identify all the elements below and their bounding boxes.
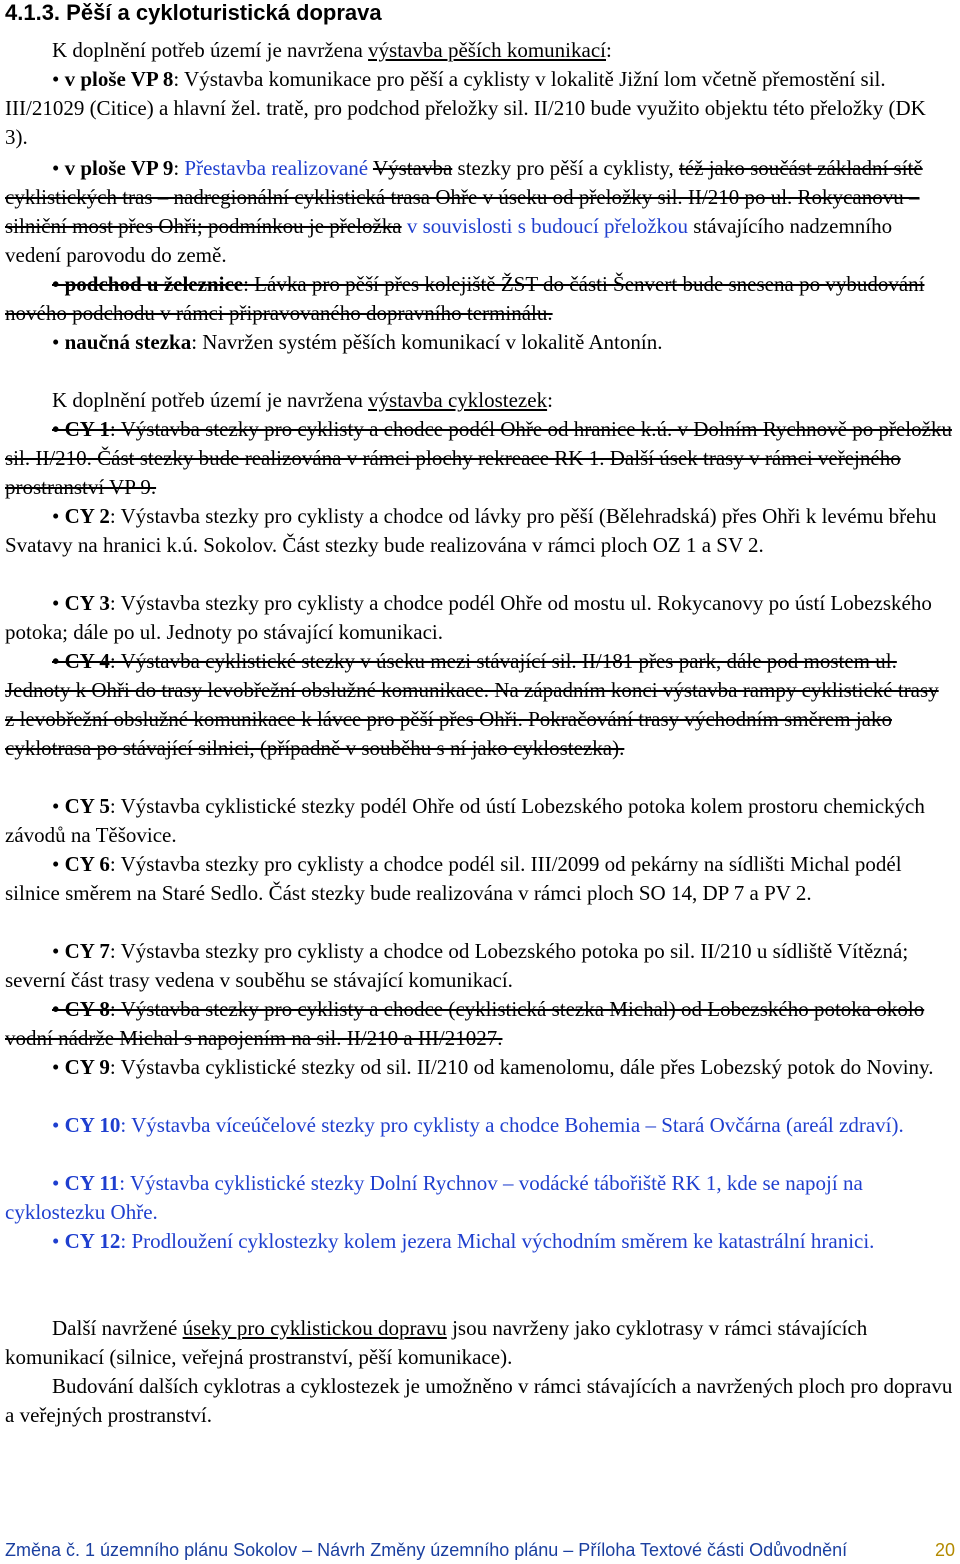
item-cy8: [5, 995, 953, 1053]
page-number: 20: [934, 1540, 955, 1560]
item-label: CY 5: [64, 794, 110, 818]
intro-underlined: výstavba pěších komunikací: [368, 38, 606, 62]
item-cy12: [5, 1227, 953, 1256]
closing-paragraph-2: Budování dalších cyklotras a cyklostezek je umožněno v rámci stávajících a navržených ploch pro dopravu a veřejných prostranství.: [5, 1374, 953, 1427]
section-heading: 4.1.3. Pěší a cykloturistická doprava: [5, 0, 382, 25]
item-label: CY 11: [64, 1171, 120, 1195]
footer-text: Změna č. 1 územního plánu Sokolov – Návrh Změny územního plánu – Příloha Textové části Odůvodnění: [5, 1540, 848, 1560]
item-vp8: [5, 65, 953, 152]
item-label: CY 2: [64, 504, 110, 528]
item-label: v ploše VP 9: [64, 156, 174, 180]
item-label: v ploše VP 8: [64, 67, 174, 91]
item-cy1: [5, 415, 953, 502]
item-text: : Výstavba komunikace pro pěší a cyklisty v lokalitě Jižní lom včetně přemostění sil. III/21029 (Citice) a hlavní žel. tratě, pro podchod přeložky sil. II/210 bude využito objektu této přeložky (DK 3).: [5, 67, 926, 149]
revision-inserted-text: v souvislosti s budoucí přeložkou: [401, 214, 689, 238]
item-text: : Výstavba cyklistické stezky podél Ohře od ústí Lobezského potoka kolem prostoru chemických závodů na Těšovice.: [5, 794, 925, 847]
item-label: CY 3: [64, 591, 110, 615]
item-text: : Navržen systém pěších komunikací v lokalitě Antonín.: [191, 330, 663, 354]
closing-underlined: úseky pro cyklistickou dopravu: [182, 1316, 447, 1340]
item-text: : Výstavba stezky pro cyklisty a chodce podél Ohře od hranice k.ú. v Dolním Rychnově po přeložku sil. II/210. Část stezky bude realizována v rámci plochy rekreace RK 1. Další úsek trasy v rámci veřejného prostranství VP 9.: [5, 417, 952, 499]
bullet: •: [52, 1113, 65, 1137]
item-vp9: [5, 154, 953, 270]
item-podchod: [5, 270, 953, 328]
item-label: CY 12: [64, 1229, 121, 1253]
page-footer: [5, 1538, 955, 1562]
item-label: • podchod u železnice: [52, 272, 244, 296]
bullet: •: [52, 67, 65, 91]
item-text: : Výstavba stezky pro cyklisty a chodce od Lobezského potoka po sil. II/210 u sídliště Vítězná; severní část trasy vedena v souběhu se stávající komunikací.: [5, 939, 909, 992]
item-text: stezky pro pěší a cyklisty,: [452, 156, 679, 180]
intro-colon: :: [547, 388, 553, 412]
item-label: CY 7: [64, 939, 110, 963]
bullet: •: [52, 591, 65, 615]
intro-colon: :: [606, 38, 612, 62]
item-label: • CY 4: [52, 649, 110, 673]
item-cy6: [5, 850, 953, 908]
item-label: naučná stezka: [64, 330, 192, 354]
closing-text: Další navržené: [52, 1316, 183, 1340]
cycle-intro: [5, 386, 953, 415]
item-text: : Výstavba stezky pro cyklisty a chodce podél Ohře od mostu ul. Rokycanovy po ústí Lobezského potoka; dále po ul. Jednoty po stávající komunikaci.: [5, 591, 932, 644]
item-text: : Výstavba stezky pro cyklisty a chodce (cyklistická stezka Michal) od Lobezského potoka okolo vodní nádrže Michal s napojením na sil. II/210 a III/21027.: [5, 997, 925, 1050]
item-colon: :: [173, 156, 185, 180]
intro-text: K doplnění potřeb území je navržena: [52, 38, 369, 62]
closing-text: jsou navrženy jako cyklotrasy v rámci stávajících komunikací (silnice, veřejná prostranství, pěší komunikace).: [5, 1316, 868, 1369]
item-text: : Výstavba stezky pro cyklisty a chodce od lávky pro pěší (Bělehradská) přes Ohři k levému břehu Svatavy na hranici k.ú. Sokolov. Část stezky bude realizována v rámci ploch OZ 1 a SV 2.: [5, 504, 937, 557]
revision-deleted-text: též jako součást základní sítě cyklistických tras – nadregionální cyklistická trasa Ohře v úseku od přeložky sil. II/210 po ul. Rokycanovu – silniční most přes Ohři; podmínkou je přeložka: [5, 156, 923, 238]
item-text: : Výstavba cyklistické stezky Dolní Rychnov – vodácké tábořiště RK 1, kde se napojí na cyklostezku Ohře.: [5, 1171, 863, 1224]
item-naucna-stezka: [5, 328, 953, 357]
bullet: •: [52, 330, 65, 354]
pedestrian-intro: [5, 36, 953, 65]
item-text: : Výstavba stezky pro cyklisty a chodce podél sil. III/2099 od pekárny na sídlišti Michal podél silnice směrem na Staré Sedlo. Část stezky bude realizována v rámci ploch SO 14, DP 7 a PV 2.: [5, 852, 902, 905]
bullet: •: [52, 1229, 65, 1253]
bullet: •: [52, 1171, 65, 1195]
bullet: •: [52, 504, 65, 528]
item-text: : Výstavba cyklistické stezky od sil. II/210 od kamenolomu, dále přes Lobezský potok do Noviny.: [109, 1055, 934, 1079]
item-cy11: [5, 1169, 953, 1227]
intro-underlined: výstavba cyklostezek: [368, 388, 548, 412]
bullet: •: [52, 939, 65, 963]
item-text: : Výstavba cyklistické stezky v úseku mezi stávající sil. II/181 přes park, dále pod mostem ul. Jednoty k Ohři do trasy levobřežní obslužné komunikace. Na západním konci výstavba rampy cyklistické trasy z levobřežní obslužné komunikace k lávce pro pěší přes Ohři. Pokračování trasy východním směrem jako cyklotrasa po stávající silnici, (případně v souběhu s ní jako cyklostezka).: [5, 649, 939, 760]
intro-text: K doplnění potřeb území je navržena: [52, 388, 369, 412]
item-text: : Lávka pro pěší přes kolejiště ŽST do části Šenvert bude snesena po vybudování nového podchodu v rámci připravovaného dopravního terminálu.: [5, 272, 925, 325]
item-cy4: [5, 647, 953, 763]
item-label: CY 9: [64, 1055, 110, 1079]
item-cy7: [5, 937, 953, 995]
item-label: CY 10: [64, 1113, 121, 1137]
item-cy3: [5, 589, 953, 647]
item-cy5: [5, 792, 953, 850]
item-cy10: [5, 1111, 953, 1140]
item-cy9: [5, 1053, 953, 1082]
bullet: •: [52, 794, 65, 818]
bullet: •: [52, 852, 65, 876]
bullet: •: [52, 156, 65, 180]
revision-inserted-text: Přestavba realizované: [184, 156, 373, 180]
item-text: : Výstavba víceúčelové stezky pro cyklisty a chodce Bohemia – Stará Ovčárna (areál zdraví).: [120, 1113, 904, 1137]
item-label: CY 6: [64, 852, 110, 876]
item-cy2: [5, 502, 953, 560]
item-text: stávajícího nadzemního vedení parovodu do země.: [5, 214, 893, 267]
revision-deleted-text: Výstavba: [372, 156, 453, 180]
bullet: •: [52, 1055, 65, 1079]
item-label: • CY 1: [52, 417, 110, 441]
item-text: : Prodloužení cyklostezky kolem jezera Michal východním směrem ke katastrální hranici.: [120, 1229, 875, 1253]
item-label: • CY 8: [52, 997, 110, 1021]
closing-paragraph-1: [5, 1314, 953, 1372]
